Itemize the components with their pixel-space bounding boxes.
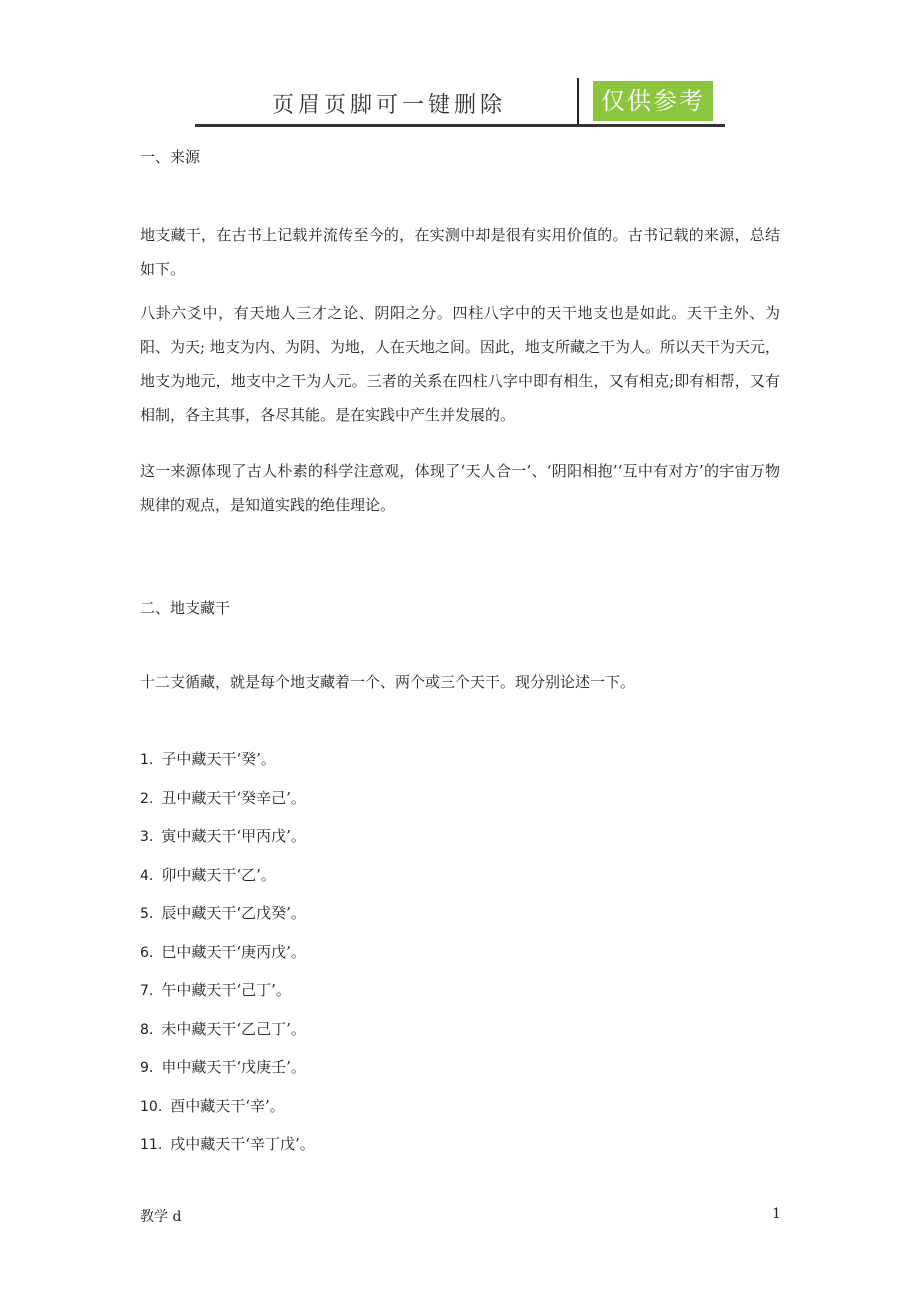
header-title: 页眉页脚可一键删除	[272, 93, 507, 118]
reference-badge: 仅供参考	[593, 81, 713, 121]
hidden-stems-list	[140, 744, 315, 1168]
list-item-text: 酉中藏天干‘辛’。	[170, 1096, 285, 1115]
list-item-text: 申中藏天干‘戊庚壬’。	[161, 1058, 306, 1076]
paragraph-source-3: 这一来源体现了古人朴素的科学注意观，体现了‘天人合一’、‘阴阳相抱’‘互中有对方’的宇宙万物规律的观点，是知道实践的绝佳理论。	[140, 462, 780, 514]
list-item-number: 2.	[140, 790, 154, 807]
list-item	[140, 821, 315, 860]
page-number: 1	[772, 1206, 781, 1222]
paragraph-hidden-stems-intro: 十二支循藏，就是每个地支藏着一个、两个或三个天干。现分别论述一下。	[140, 673, 636, 691]
list-item	[140, 975, 315, 1014]
list-item	[140, 1052, 315, 1091]
list-item-text: 寅中藏天干‘甲丙戊’。	[161, 827, 306, 845]
list-item	[140, 937, 315, 976]
list-item-text: 卯中藏天干‘乙’。	[161, 865, 276, 884]
header-rule	[195, 124, 725, 127]
footer-label: 教学 d	[140, 1209, 182, 1225]
list-item	[140, 1129, 315, 1168]
list-item-number: 1.	[140, 752, 154, 768]
page-header	[0, 0, 920, 140]
list-item	[140, 898, 315, 937]
section-heading-source: 一、来源	[140, 148, 201, 166]
list-item	[140, 744, 315, 783]
list-item-text: 丑中藏天干‘癸辛己’。	[161, 788, 306, 807]
list-item-text: 午中藏天干‘己丁’。	[161, 981, 291, 999]
list-item-number: 8.	[140, 1021, 154, 1038]
list-item-text: 巳中藏天干‘庚丙戊’。	[161, 942, 306, 961]
list-item-number: 10.	[140, 1098, 163, 1115]
list-item-number: 4.	[140, 867, 154, 884]
list-item-number: 3.	[140, 829, 154, 845]
list-item-number: 6.	[140, 944, 154, 961]
paragraph-source-1: 地支藏干，在古书上记载并流传至今的，在实测中却是很有实用价值的。古书记载的来源，总结如下。	[140, 226, 780, 278]
paragraph-source-2: 八卦六爻中，有天地人三才之论、阴阳之分。四柱八字中的天干地支也是如此。天干主外、为阳、为天; 地支为内、为阴、为地，人在天地之间。因此，地支所藏之干为人。所以天干为天元，地支为地元，地支中之干为人元。三者的关系在四柱八字中即有相生，又有相克;即有相帮，又有相制，各主其事，各尽其能。是在实践中产生并发展的。	[140, 304, 780, 424]
list-item-text: 辰中藏天干‘乙戊癸’。	[161, 904, 306, 922]
list-item-number: 11.	[140, 1137, 163, 1153]
list-item-number: 5.	[140, 906, 154, 922]
header-divider	[577, 78, 579, 124]
list-item-text: 未中藏天干‘乙己丁’。	[161, 1019, 306, 1038]
list-item-text: 戌中藏天干‘辛丁戊’。	[170, 1135, 315, 1153]
list-item-number: 9.	[140, 1060, 154, 1076]
list-item	[140, 1091, 315, 1130]
list-item	[140, 783, 315, 822]
section-heading-hidden-stems: 二、地支藏干	[140, 599, 231, 617]
list-item-number: 7.	[140, 983, 154, 999]
list-item	[140, 860, 315, 899]
list-item-text: 子中藏天干‘癸’。	[161, 750, 276, 768]
list-item	[140, 1014, 315, 1053]
